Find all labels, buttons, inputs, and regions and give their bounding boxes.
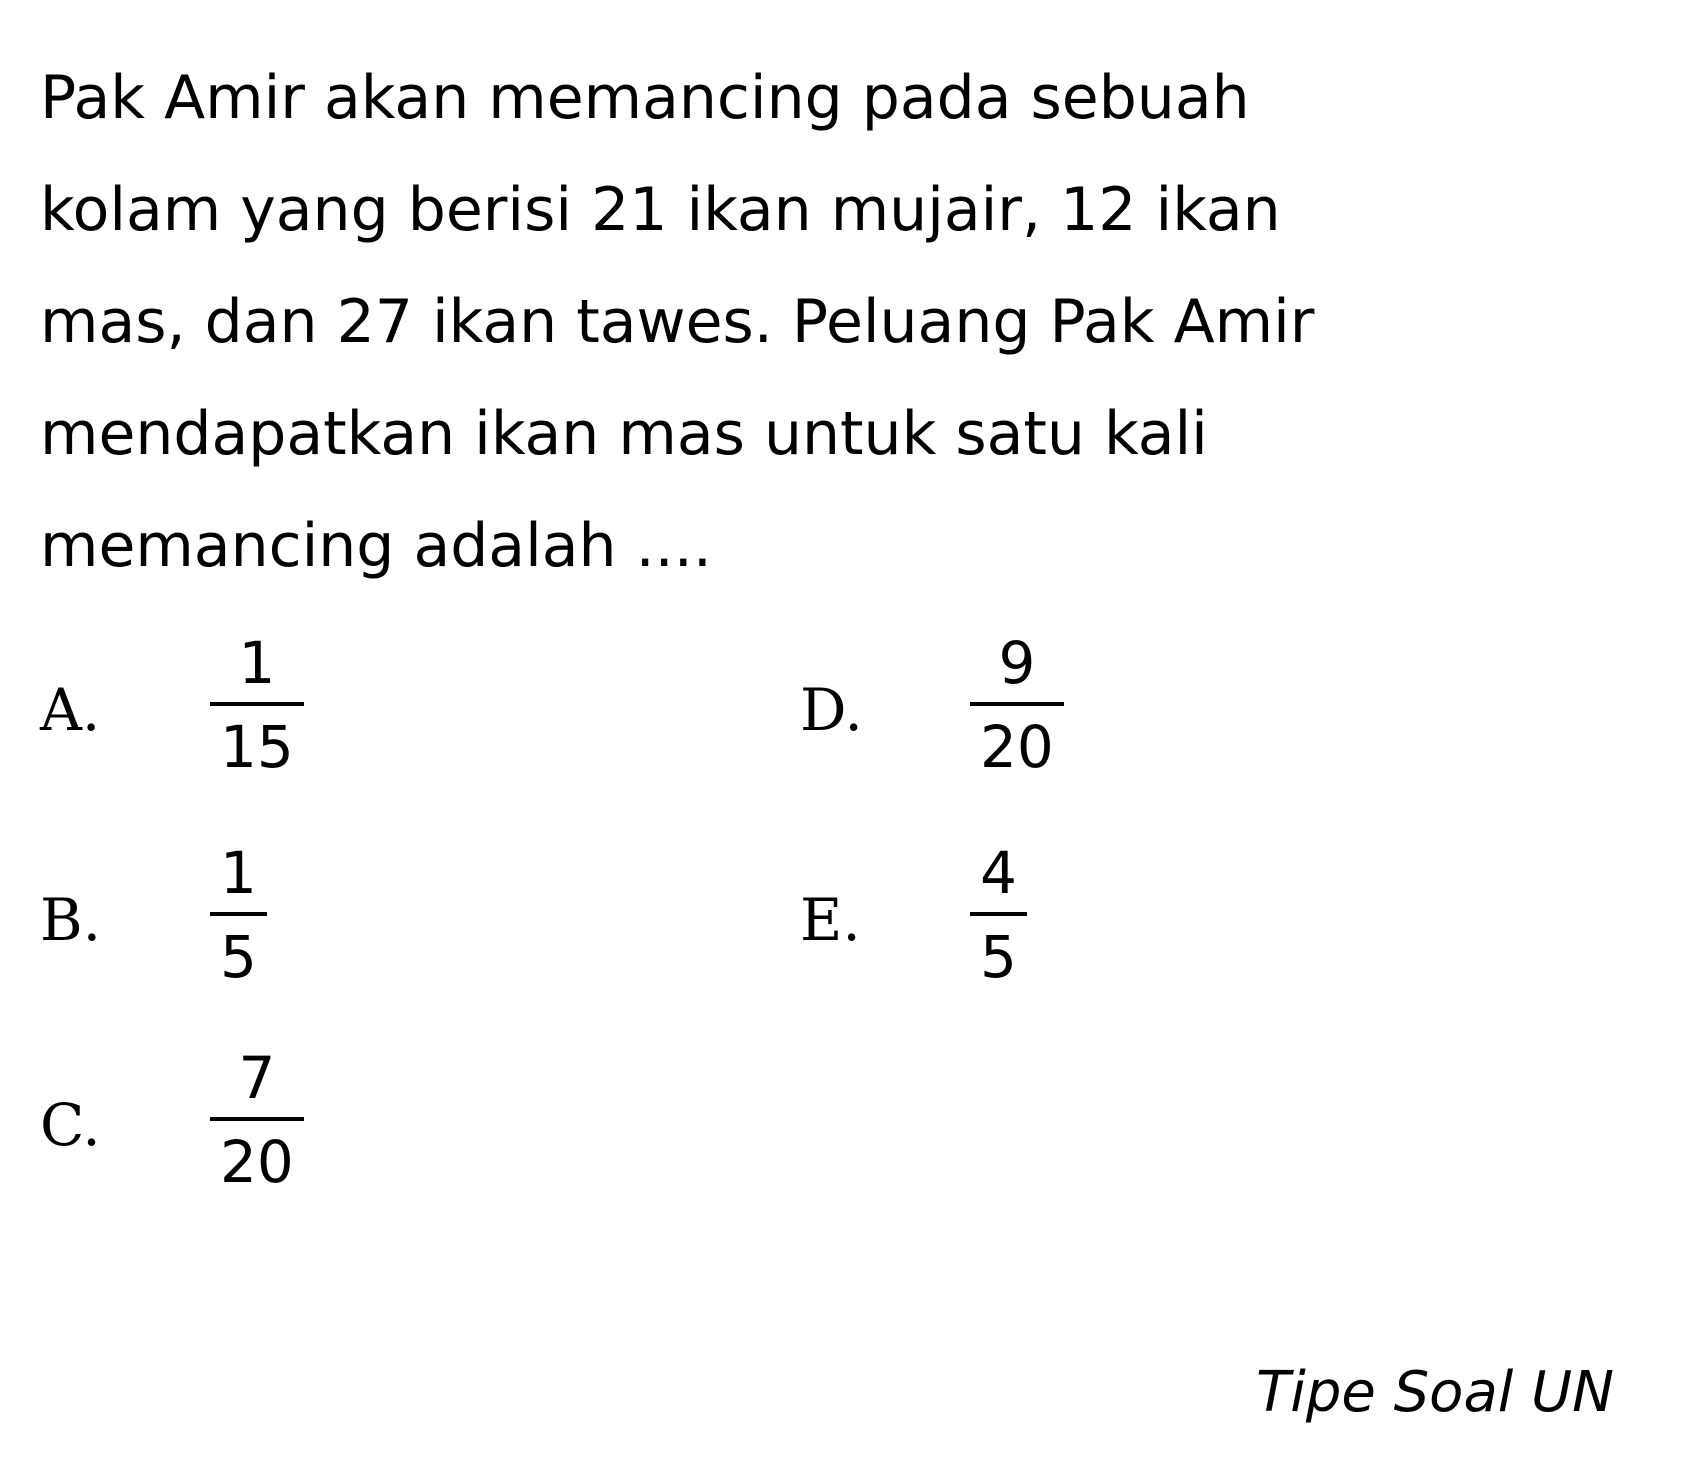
question-text xyxy=(40,42,1640,602)
option-b-fraction xyxy=(210,839,267,991)
option-c-letter: C. xyxy=(40,1091,101,1159)
option-c-fraction xyxy=(210,1044,304,1196)
option-e-numerator: 4 xyxy=(980,839,1017,907)
question-line: mas, dan 27 ikan tawes. Peluang Pak Amir xyxy=(40,287,1315,357)
option-a[interactable] xyxy=(40,630,640,790)
option-c-numerator: 7 xyxy=(238,1044,276,1112)
option-e-denominator: 5 xyxy=(980,923,1017,991)
option-e-letter: E. xyxy=(800,886,861,954)
question-line: Pak Amir akan memancing pada sebuah xyxy=(40,63,1250,133)
option-c[interactable] xyxy=(40,1045,640,1205)
option-e[interactable] xyxy=(800,840,1400,1000)
option-a-letter: A. xyxy=(40,676,101,744)
question-line: kolam yang berisi 21 ikan mujair, 12 ikan xyxy=(40,175,1281,245)
option-c-denominator: 20 xyxy=(220,1128,294,1196)
question-line: memancing adalah .... xyxy=(40,511,712,581)
option-b-letter: B. xyxy=(40,886,102,954)
option-d-fraction xyxy=(970,629,1064,781)
option-a-denominator: 15 xyxy=(220,713,294,781)
option-b-numerator: 1 xyxy=(220,839,257,907)
option-a-numerator: 1 xyxy=(238,629,276,697)
option-b-denominator: 5 xyxy=(220,923,257,991)
option-e-fraction xyxy=(970,839,1027,991)
option-a-fraction xyxy=(210,629,304,781)
option-b[interactable] xyxy=(40,840,640,1000)
question-type-label: Tipe Soal UN xyxy=(1256,1360,1614,1425)
option-d-denominator: 20 xyxy=(980,713,1054,781)
option-d[interactable] xyxy=(800,630,1400,790)
question-line: mendapatkan ikan mas untuk satu kali xyxy=(40,399,1208,469)
option-d-numerator: 9 xyxy=(998,629,1036,697)
option-d-letter: D. xyxy=(800,676,863,744)
